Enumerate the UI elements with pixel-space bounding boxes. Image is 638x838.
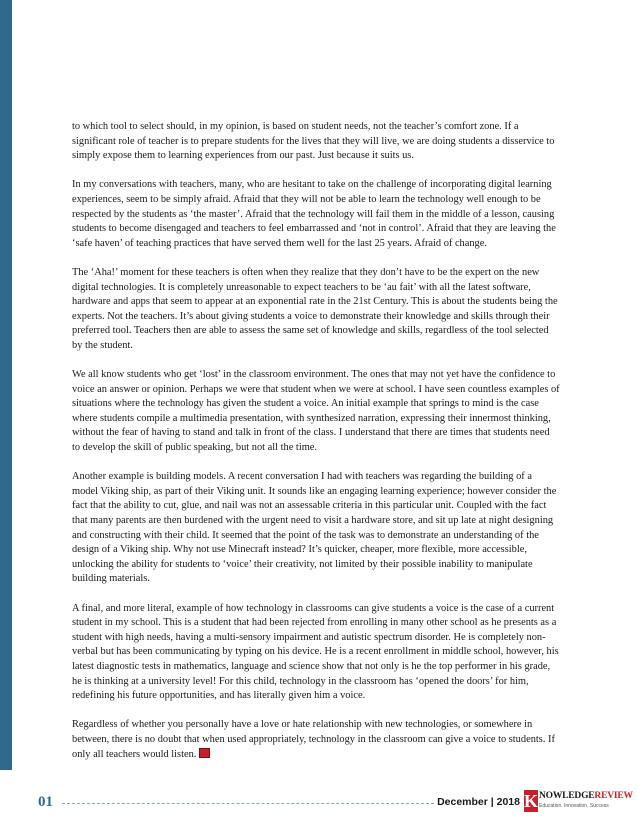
page-footer: [38, 790, 633, 814]
issue-date: December | 2018: [437, 796, 520, 808]
paragraph-5: Another example is building models. A recent conversation I had with teachers was regarding the building of a model Viking ship, as part of their Viking unit. It sounds like an engaging learning experience; however consider the fact that the ability to cut, glue, and nail was not an assessable criteria in this particular unit. Coupled with the fact that many parents are then burdened with the urgent need to visit a hardware store, and sit up late at night designing and constructing with their child. It seemed that the point of the task was to demonstrate an understanding of the design of a Viking ship. Why not use Minecraft instead? It’s quicker, cheaper, more flexible, more accessible, unlocking the ability for students to ‘voice’ their creativity, not limited by their possible inability to manipulate building materials.: [72, 471, 557, 585]
paragraph-1: to which tool to select should, in my opinion, is based on student needs, not the teacher’s comfort zone. If a significant role of teacher is to prepare students for the lives that they will live, we are doing students a disservice to simply expose them to learning experiences from our past. Just because it suits us.: [72, 121, 555, 162]
brand-logo-initial: K: [524, 791, 539, 811]
paragraph-2: In my conversations with teachers, many, who are hesitant to take on the challenge of incorporating digital learning experiences, seem to be simply afraid. Afraid that they will not be able to learn the technology well enough to be respected by the students as ‘the master’. Afraid that the technology will fail them in the middle of a lesson, causing students to become disengaged and teachers to feel embarrassed and ‘not in control’. Afraid that they are leaving the ‘safe haven’ of teaching practices that have served them well for the last 25 years. Afraid of change.: [72, 179, 556, 249]
brand-name-main: NOWLEDGE: [539, 791, 595, 801]
paragraph-4: We all know students who get ‘lost’ in the classroom environment. The ones that may not yet have the confidence to voice an answer or opinion. Perhaps we were that student when we were at school. I have seen countless examples of situations where the technology has given the student a voice. An initial example that springs to mind is the case where students compile a multimedia presentation, with synthesized narration, expressing their innermost thinking, without the fear of having to stand and talk in front of the class. I understand that there are times that students need to develop the skill of public speaking, but not all the time.: [72, 369, 560, 454]
page-number: 01: [38, 794, 53, 810]
end-of-article-icon: [199, 748, 210, 758]
left-accent-bar: [0, 0, 12, 770]
paragraph-7-text: Regardless of whether you personally have a love or hate relationship with new technologies, or somewhere in between, there is no doubt that when used appropriately, technology in the classroom can give a voice to students. If only all teachers would listen.: [72, 719, 555, 760]
paragraph-7: [72, 718, 560, 762]
paragraph-6: A final, and more literal, example of how technology in classrooms can give students a voice is the case of a current student in my school. This is a student that had been rejected from enrolling in many other school as he presents as a student with high needs, having a multi-sensory impairment and autistic spectrum disorder. He is completely non-verbal but has been communicating by typing on his device. He is a recent enrollment in middle school, however, his latest diagnostic tests in mathematics, language and science show that not only is he the top performer in his grade, he is thinking at a university level! For this child, technology in the classroom has ‘opened the doors’ for him, redefining his future opportunities, and has literally given him a voice.: [72, 602, 559, 702]
footer-divider: [62, 803, 434, 804]
article-body: [72, 120, 560, 777]
brand-name-accent: REVIEW: [594, 791, 633, 801]
paragraph-3: The ‘Aha!’ moment for these teachers is often when they realize that they don’t have to be the expert on the new digital technologies. It is completely unreasonable to expect teachers to be ‘au fait’ with all the latest software, hardware and apps that seem to appear at an exponential rate in the 21st Century. This is about the students being the experts. Not the teachers. It’s about giving students a voice to demonstrate their knowledge and skills through their preferred tool. Teachers then are able to assess the same set of knowledge and skills, regardless of the tool selected by the student.: [72, 266, 558, 351]
brand-logo-name: [539, 791, 633, 801]
brand-logo: [524, 790, 633, 814]
brand-tagline: Education. Innovation. Success: [539, 803, 609, 809]
